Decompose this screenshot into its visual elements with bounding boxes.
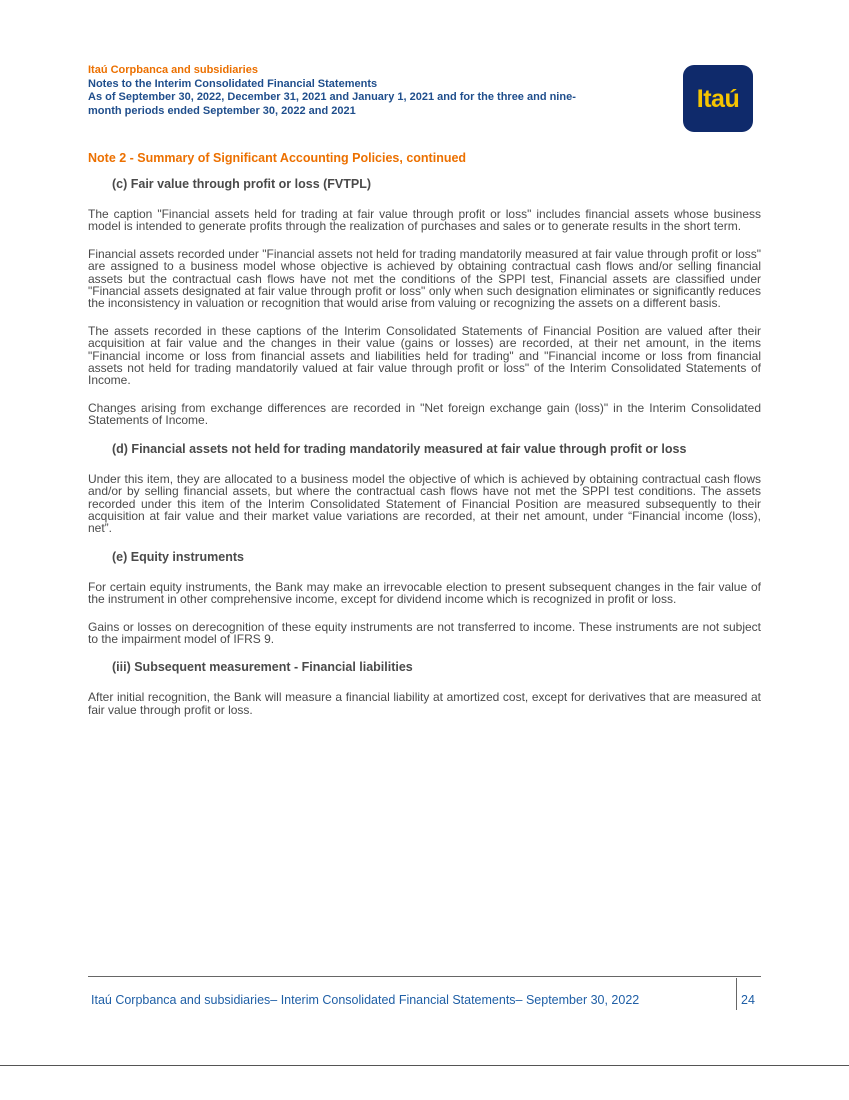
footer-text: Itaú Corpbanca and subsidiaries– Interim Consolidated Financial Statements– September 30, 2022 xyxy=(91,993,640,1007)
itau-logo xyxy=(683,65,753,132)
footer-divider xyxy=(88,976,761,977)
logo-text: Itaú xyxy=(696,85,740,113)
company-name: Itaú Corpbanca and subsidiaries xyxy=(88,64,258,76)
document-header xyxy=(88,64,668,118)
paragraph-c-2: Financial assets recorded under "Financial assets not held for trading mandatorily measured at fair value through profit or loss" are assigned to a business model whose objective is achieved by obtaining contractual cash flows and/or selling financial assets but the contractual cash flows have not met the conditions of the SPPI test, Financial assets are classified under "Financial assets designated at fair value through profit or loss" only when such designation eliminates or significantly reduces the inconsistency in valuation or recognition that would arise from valuing or recognizing the assets on a different basis. xyxy=(88,246,761,311)
section-heading-d: (d) Financial assets not held for trading mandatorily measured at fair value through profit or loss xyxy=(112,441,687,456)
section-heading-c: (c) Fair value through profit or loss (FVTPL) xyxy=(112,177,372,191)
paragraph-e-1: For certain equity instruments, the Bank may make an irrevocable election to present subsequent changes in the fair value of the instrument in other comprehensive income, except for dividend income which is recognized in profit or loss. xyxy=(88,579,761,607)
period-line-1: As of September 30, 2022, December 31, 2021 and January 1, 2021 and for the three and nine- xyxy=(88,91,576,103)
paragraph-c-3: The assets recorded in these captions of the Interim Consolidated Statements of Financial Position are valued after their acquisition at fair value and the changes in their value (gains or losses) are recorded, at their net amount, in the items "Financial income or loss from financial assets and liabilities held for trading" and "Financial income or loss from financial assets not held for trading mandatorily valued at fair value through profit or loss" of the Interim Consolidated Statements of Income. xyxy=(88,323,761,388)
paragraph-d-1: Under this item, they are allocated to a business model the objective of which is achieved by obtaining contractual cash flows and/or by selling financial assets, but where the contractual cash flows have not met the SPPI test conditions. The assets recorded under this item of the Interim Consolidated Statement of Financial Position are measured subsequently to their acquisition at fair value and their market value variations are recorded, at their net amount, under “Financial income (loss), net”. xyxy=(88,471,761,536)
document-title: Notes to the Interim Consolidated Financial Statements xyxy=(88,77,378,90)
page-content xyxy=(88,151,761,731)
page-number: 24 xyxy=(741,993,755,1007)
note-title: Note 2 - Summary of Significant Accounting Policies, continued xyxy=(88,151,467,165)
paragraph-e-2: Gains or losses on derecognition of these equity instruments are not transferred to income. These instruments are not subject to the impairment model of IFRS 9. xyxy=(88,619,761,646)
paragraph-iii-1: After initial recognition, the Bank will measure a financial liability at amortized cost, except for derivatives that are measured at fair value through profit or loss. xyxy=(88,690,761,717)
period-line-2: month periods ended September 30, 2022 and 2021 xyxy=(88,104,356,117)
section-heading-e: (e) Equity instruments xyxy=(112,549,244,564)
footer-page-separator xyxy=(736,978,737,1010)
paragraph-c-1: The caption "Financial assets held for trading at fair value through profit or loss" includes financial assets whose business model is intended to generate profits through the realization of purchases and sales or to generate results in the short term. xyxy=(88,207,761,234)
section-heading-iii: (iii) Subsequent measurement - Financial liabilities xyxy=(112,660,413,675)
paragraph-c-4: Changes arising from exchange differences are recorded in "Net foreign exchange gain (loss)" in the Interim Consolidated Statements of Income. xyxy=(88,400,761,428)
page-bottom-rule xyxy=(0,1065,849,1066)
